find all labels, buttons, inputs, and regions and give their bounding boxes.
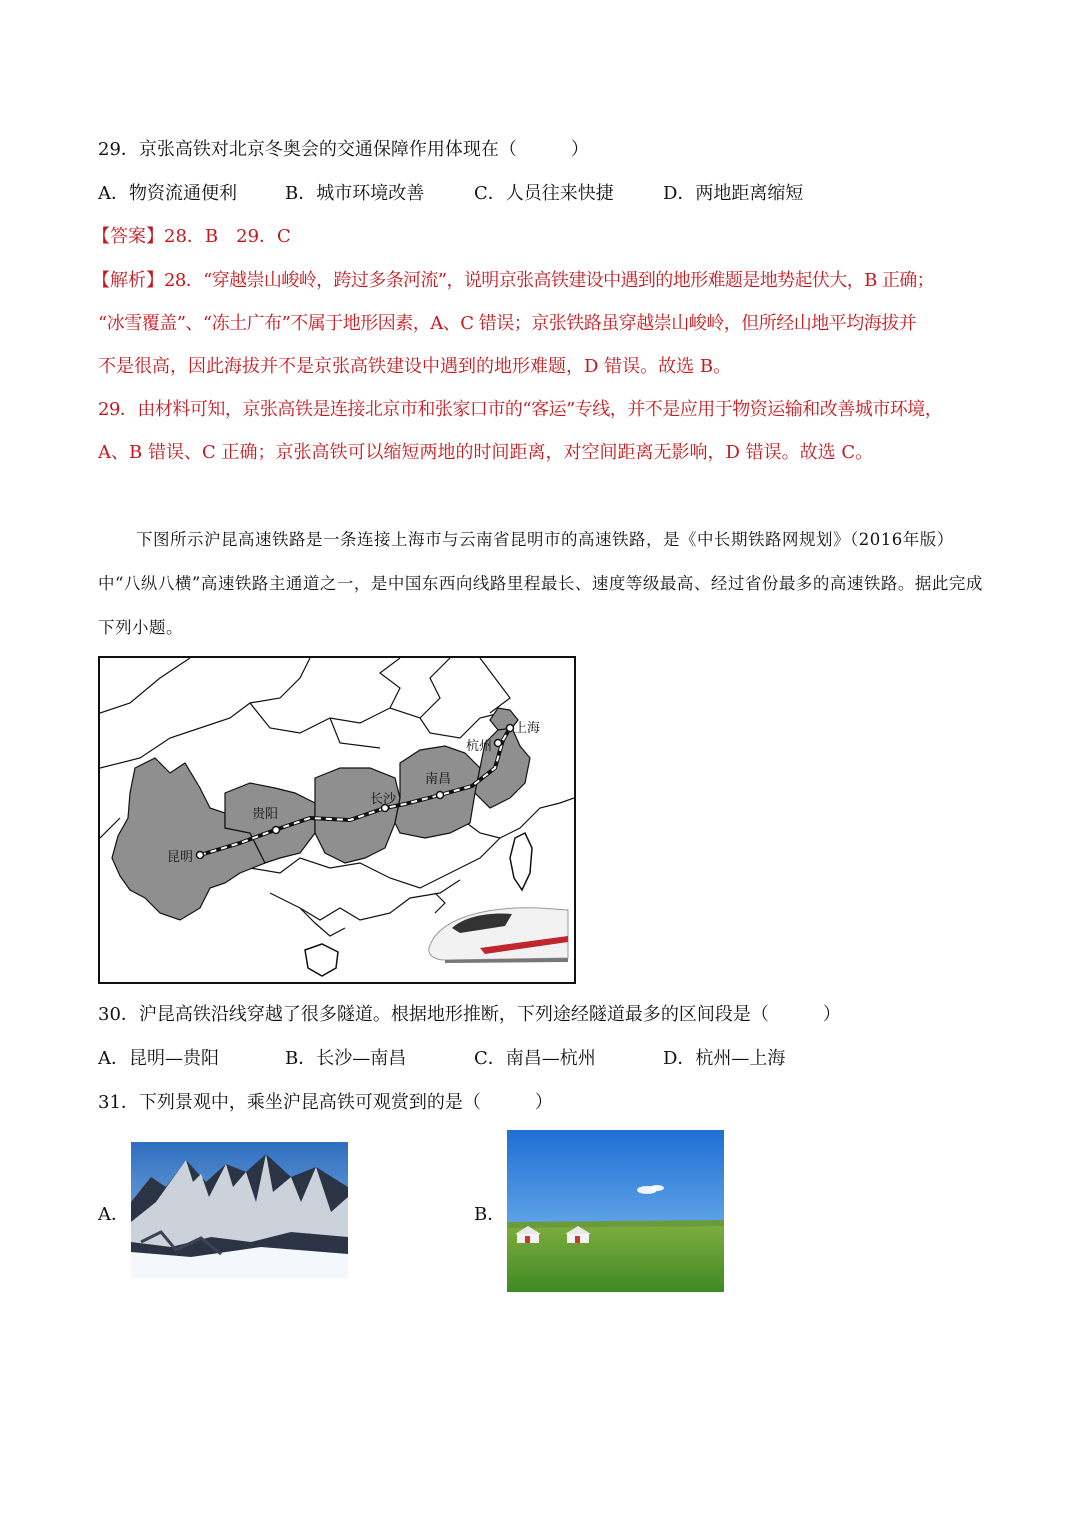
q30-option-a: A．昆明—贵阳 <box>98 1048 219 1069</box>
intro-text: 下图所示沪昆高速铁路是一条连接上海市与云南省昆明市的高速铁路，是《中长期铁路网规划》（2016年版）中“八纵八横”高速铁路主通道之一，是中国东西向线路里程最长、速度等级最高、经过省份最多的高速铁路。据此完成下列小题。 <box>98 530 983 637</box>
intro-paragraph <box>98 518 986 650</box>
q31-option-a-label: A． <box>98 1204 129 1225</box>
q29-stem: 29．京张高铁对北京冬奥会的交通保障作用体现在（ ） <box>98 139 589 160</box>
q31-stem: 31．下列景观中，乘坐沪昆高铁可观赏到的是（ ） <box>98 1092 553 1113</box>
q30-stem: 30．沪昆高铁沿线穿越了很多隧道。根据地形推断，下列途经隧道最多的区间段是（ ） <box>98 1004 841 1025</box>
label-hangzhou: 杭州 <box>466 739 493 754</box>
analysis-line-4: 29．由材料可知，京张高铁是连接北京市和张家口市的“客运”专线，并不是应用于物资运输和改善城市环境， <box>98 399 943 420</box>
train-illustration <box>429 908 568 963</box>
q30-option-d: D．杭州—上海 <box>663 1048 786 1069</box>
hainan-outline <box>305 944 338 976</box>
map-svg <box>100 658 574 982</box>
q29-option-d: D．两地距离缩短 <box>663 183 804 204</box>
guiyang-marker <box>273 827 280 834</box>
snow-mountain-image <box>131 1142 348 1278</box>
q30-option-b: B．长沙—南昌 <box>285 1048 407 1069</box>
answer-line <box>92 226 291 248</box>
analysis-line-3: 不是很高，因此海拔并不是京张高铁建设中遇到的地形难题，D 错误。故选 B。 <box>98 356 732 377</box>
hangzhou-marker <box>495 740 502 747</box>
q29-option-a: A．物资流通便利 <box>98 183 237 204</box>
analysis-line-2: “冰雪覆盖”、“冻土广布”不属于地形因素，A、C 错误；京张铁路虽穿越崇山峻岭，但所经山地平均海拔并 <box>98 313 917 334</box>
shanghai-marker <box>507 725 514 732</box>
label-changsha: 长沙 <box>370 792 397 807</box>
q31-option-b-photo <box>507 1130 724 1292</box>
q29-option-b: B．城市环境改善 <box>285 183 425 204</box>
label-nanchang: 南昌 <box>425 772 452 787</box>
grassland-yurt-image <box>507 1130 724 1292</box>
nanchang-marker <box>437 792 444 799</box>
q31-option-a-photo <box>131 1142 348 1278</box>
q29-option-c: C．人员往来快捷 <box>474 183 614 204</box>
analysis-text-1: 28．“穿越崇山峻岭，跨过多条河流”，说明京张高铁建设中遇到的地形难题是地势起伏大，B 正确； <box>164 270 935 291</box>
kunming-marker <box>197 852 204 859</box>
label-shanghai: 上海 <box>514 721 541 736</box>
answer-label: 【答案】 <box>92 226 164 247</box>
answer-text: 28．B 29．C <box>164 226 291 247</box>
q29-options <box>98 183 803 205</box>
analysis-label: 【解析】 <box>92 270 164 291</box>
q30-option-c: C．南昌—杭州 <box>474 1048 596 1069</box>
label-kunming: 昆明 <box>167 850 194 865</box>
label-guiyang: 贵阳 <box>252 807 279 822</box>
analysis-line-5: A、B 错误、C 正确；京张高铁可以缩短两地的时间距离，对空间距离无影响，D 错误。故选 C。 <box>98 442 874 463</box>
analysis-line-1 <box>92 270 935 292</box>
hukun-railway-map <box>98 656 576 984</box>
taiwan-outline <box>510 833 532 890</box>
q30-options <box>98 1048 785 1070</box>
q31-option-b-label: B． <box>474 1204 506 1225</box>
